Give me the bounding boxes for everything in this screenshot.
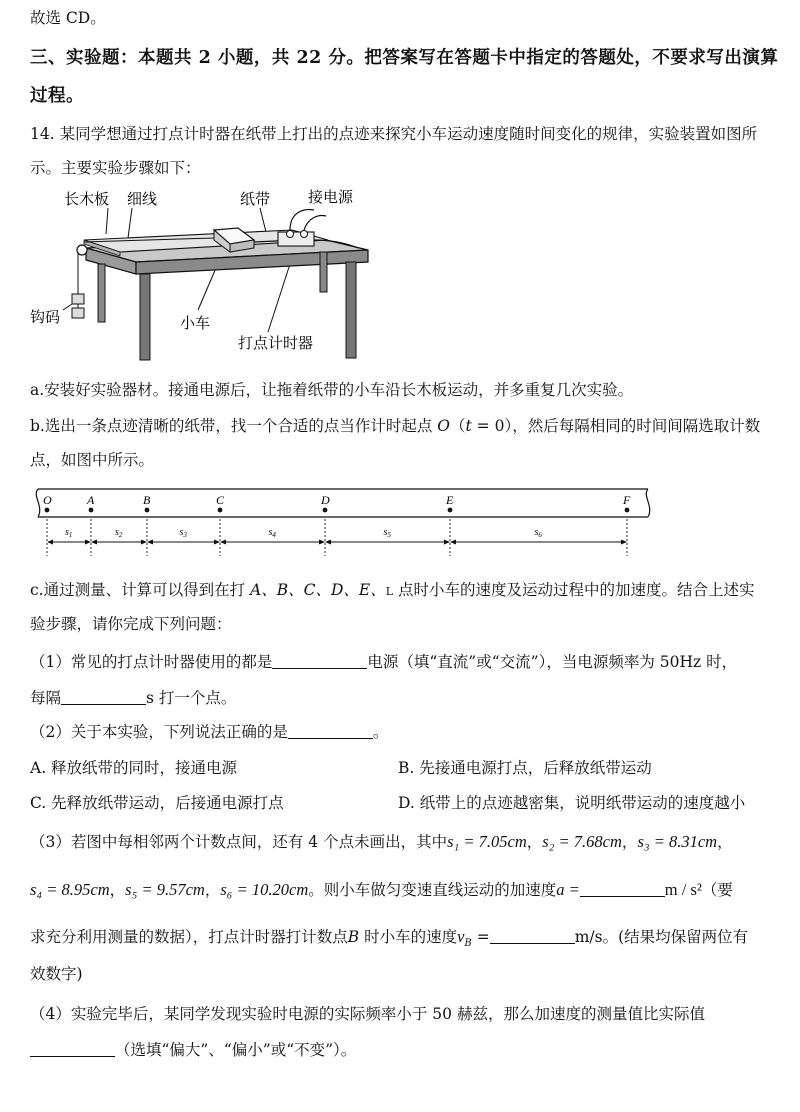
q14-stem-line2: 示。主要实验步骤如下： — [30, 159, 201, 177]
step-c-line1: c.通过测量、计算可以得到在打 A、B、C、D、E、L 点时小车的速度及运动过程中的加速度。结合上述实 — [30, 581, 755, 599]
question-3-line3: 求充分利用测量的数据），打点计时器打计数点B 时小车的速度$v_B = m/s$。(结果均保留两位有 — [30, 927, 749, 950]
tape-left-edge — [36, 489, 39, 517]
question-1-line1: （1）常见的打点计时器使用的都是 电源（填“直流”或“交流”），当电源频率为 50Hz 时， — [30, 653, 738, 671]
leader-cart — [198, 268, 216, 310]
tape-dot-A — [89, 508, 94, 513]
question-3-line2: s₄ = 8.95cm，s₅ = 9.57cm，s₆ = 10.20cm。则小车做匀变速直线运动的加速度a = m / s²（要 — [30, 880, 733, 899]
timer-body — [278, 232, 314, 246]
label-power-supply: 接电源 — [308, 188, 354, 206]
segment-label-s2: $s_2$ — [115, 527, 123, 539]
option-c: C. 先释放纸带运动，后接通电源打点 — [30, 794, 284, 812]
segment-label-s3: $s_3$ — [179, 527, 187, 539]
table-leg-back-right — [320, 252, 327, 292]
step-c-line2: 验步骤，请你完成下列问题： — [30, 615, 232, 633]
label-hook-weight: 钩码 — [30, 308, 61, 326]
tape-label-O: O — [43, 493, 52, 507]
option-a: A. 释放纸带的同时，接通电源 — [30, 759, 238, 777]
apparatus-diagram — [28, 182, 388, 368]
hook-weight-1 — [72, 294, 84, 304]
segment-arrow-right-s6 — [621, 540, 627, 545]
question-3-line1: （3）若图中每相邻两个计数点间，还有 4 个点未画出，其中s₁ = 7.05cm，s₂ = 7.68cm，s₃ = 8.31cm， — [30, 832, 733, 851]
leader-board — [106, 208, 108, 234]
tape-label-E: E — [446, 493, 454, 507]
answer-blank-q2[interactable] — [288, 723, 373, 740]
power-cable-2 — [304, 216, 326, 230]
answer-blank-q1-interval[interactable] — [61, 689, 146, 706]
segment-arrow-right-s5 — [444, 540, 450, 545]
table-leg-back-left — [98, 264, 105, 322]
tape-dot-F — [625, 508, 630, 513]
label-cart: 小车 — [180, 314, 211, 332]
tape-dot-O — [45, 508, 50, 513]
section-heading-line2: 过程。 — [30, 86, 84, 106]
segment-arrow-left-s6 — [450, 540, 456, 545]
segment-arrow-right-s3 — [214, 540, 220, 545]
segment-arrow-left-s3 — [147, 540, 153, 545]
question-3-line4: 效数字) — [30, 965, 83, 983]
answer-blank-q4[interactable] — [30, 1041, 115, 1058]
segment-arrow-left-s2 — [91, 540, 97, 545]
hook-weight-2 — [72, 308, 84, 318]
label-paper-tape: 纸带 — [240, 190, 271, 208]
table-leg-front-left — [140, 274, 150, 360]
segment-arrow-left-s1 — [47, 540, 53, 545]
step-a: a.安装好实验器材。接通电源后，让拖着纸带的小车沿长木板运动，并多重复几次实验。 — [30, 381, 634, 399]
table-leg-front-right — [346, 262, 356, 358]
answer-blank-q1-current[interactable] — [272, 653, 367, 670]
question-1-line2: 每隔 s 打一个点。 — [30, 689, 237, 707]
leader-string — [128, 208, 132, 238]
segment-label-s5: $s_5$ — [383, 527, 391, 539]
question-2: （2）关于本实验，下列说法正确的是 。 — [30, 723, 389, 741]
section-heading-line1: 三、实验题：本题共 2 小题，共 22 分。把答案写在答题卡中指定的答题处，不要求写出演算 — [30, 48, 779, 68]
q14-stem-line1: 14. 某同学想通过打点计时器在纸带上打出的点迹来探究小车运动速度随时间变化的规律，实验装置如图所 — [30, 125, 758, 143]
label-timer: 打点计时器 — [238, 334, 314, 352]
answer-blank-q3-velocity[interactable] — [490, 928, 575, 945]
tape-label-C: C — [216, 493, 225, 507]
answer-blank-q3-acceleration[interactable] — [580, 881, 665, 898]
label-long-board: 长木板 — [64, 190, 110, 208]
step-b-line1: b.选出一条点迹清晰的纸带，找一个合适的点当作计时起点 O（t = 0），然后每隔相同的时间间隔选取计数 — [30, 417, 761, 435]
segment-arrow-right-s1 — [85, 540, 91, 545]
tape-label-A: A — [87, 493, 95, 507]
tape-label-F: F — [623, 493, 631, 507]
option-b: B. 先接通电源打点，后释放纸带运动 — [398, 759, 652, 777]
question-4-line1: （4）实验完毕后，某同学发现实验时电源的实际频率小于 50 赫兹，那么加速度的测量值比实际值 — [30, 1005, 705, 1023]
tape-right-edge — [646, 489, 649, 517]
tape-label-B: B — [143, 493, 151, 507]
tape-dot-E — [448, 508, 453, 513]
option-d: D. 纸带上的点迹越密集，说明纸带运动的速度越小 — [398, 794, 746, 812]
tape-dot-B — [145, 508, 150, 513]
segment-label-s1: $s_1$ — [65, 527, 73, 539]
segment-label-s4: $s_4$ — [268, 527, 276, 539]
previous-answer: 故选 CD。 — [30, 9, 106, 27]
segment-arrow-right-s4 — [319, 540, 325, 545]
step-b-line2: 点，如图中所示。 — [30, 451, 155, 469]
segment-arrow-right-s2 — [141, 540, 147, 545]
leader-timer — [268, 264, 290, 332]
paper-tape-diagram — [30, 486, 660, 560]
question-4-line2: （选填“偏大”、“偏小”或“不变”）。 — [30, 1038, 770, 1060]
segment-arrow-left-s4 — [220, 540, 226, 545]
label-thin-string: 细线 — [127, 190, 158, 208]
segment-label-s6: $s_6$ — [534, 527, 542, 539]
tape-dot-D — [323, 508, 328, 513]
tape-label-D: D — [321, 493, 330, 507]
tape-dot-C — [218, 508, 223, 513]
segment-arrow-left-s5 — [325, 540, 331, 545]
